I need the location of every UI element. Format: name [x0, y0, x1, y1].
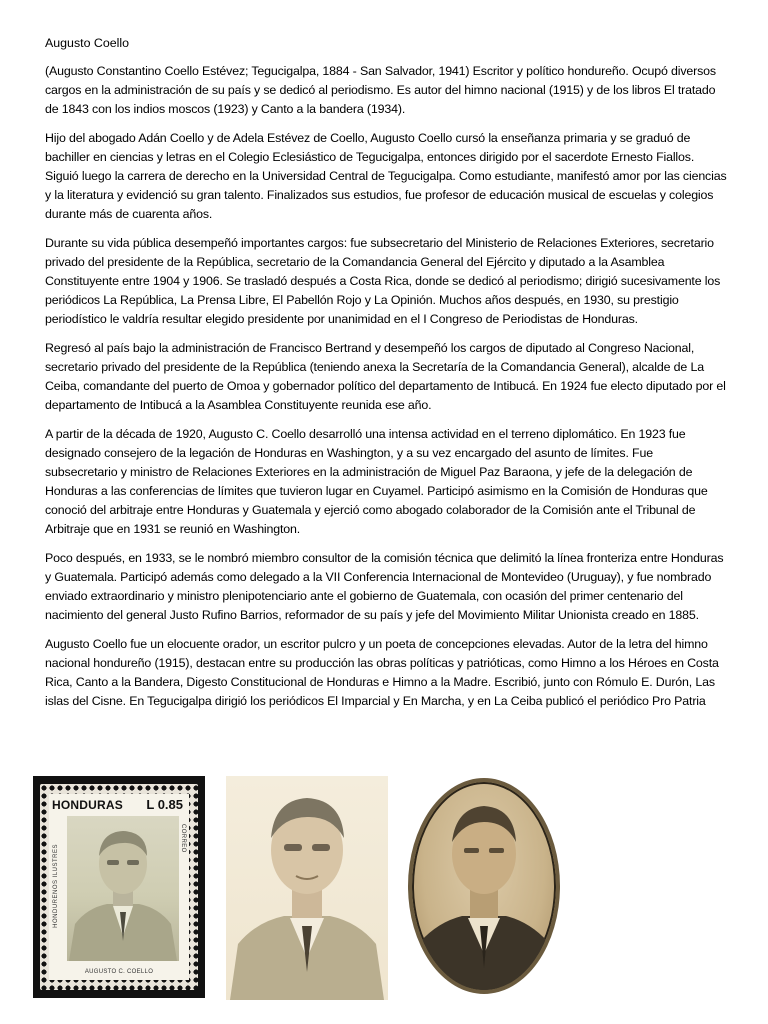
stamp-right-text: CORREO: [180, 824, 186, 853]
stamp-portrait: [67, 816, 179, 961]
paragraph-4: Regresó al país bajo la administración de Francisco Bertrand y desempeñó los cargos de diputado al Congreso Nacional, secretario privado del presidente de la República (teniendo anexa la Secretaría de la Comandancia General), alcalde de La Ceiba, comandante del puerto de Omoa y gobernador político del departamento de Intibucá. En 1924 fue electo diputado por el departamento de Intibucá a la Asamblea Constituyente reunida ese año.: [45, 341, 726, 412]
portrait-figure: [226, 776, 388, 1000]
document-title: Augusto Coello: [45, 36, 130, 50]
stamp-perforation: [40, 784, 198, 990]
paragraph-3: Durante su vida pública desempeñó importantes cargos: fue subsecretario del Ministerio de Relaciones Exteriores, secretario privado del presidente de la República, secretario de la Comandancia General del Ejército y diputado a la Asamblea Constituyente entre 1904 y 1906. Se trasladó después a Costa Rica, donde se dedicó al periodismo; dirigió sucesivamente los periódicos La República, La Prensa Libre, El Pabellón Rojo y La Opinión. Muchos años después, en 1930, su prestigio periodístico le valdría resultar elegido presidente por unanimidad en el I Congreso de Periodistas de Honduras.: [45, 236, 721, 326]
portrait-figure: [67, 816, 179, 961]
oval-portrait-image: [406, 776, 564, 998]
paragraph-2: Hijo del abogado Adán Coello y de Adela Estévez de Coello, Augusto Coello cursó la enseñanza primaria y se graduó de bachiller en ciencias y letras en el Colegio Eclesiástico de Tegucigalpa, entonces dirigido por el sacerdote Ernesto Fiallos. Siguió luego la carrera de derecho en la Universidad Central de Tegucigalpa. Como estudiante, manifestó amor por las ciencias y la literatura y evidenció su gran talento. Finalizados sus estudios, fue profesor de educación musical de escuelas y colegios durante más de cuarenta años.: [45, 131, 727, 221]
postage-stamp-image: [33, 776, 205, 998]
stamp-value: L 0.85: [146, 797, 183, 812]
paragraph-6: Poco después, en 1933, se le nombró miembro consultor de la comisión técnica que delimitó la línea fronteriza entre Honduras y Guatemala. Participó además como delegado a la VII Conferencia Internacional de Montevideo (Uruguay), y fue nombrado enviado extraordinario y ministro plenipotenciario ante el gobierno de Guatemala, con ocasión del primer centenario del nacimiento del general Justo Rufino Barrios, reformador de su país y jefe del Movimiento Militar Unionista creado en 1885.: [45, 551, 724, 622]
paragraph-7: Augusto Coello fue un elocuente orador, un escritor pulcro y un poeta de concepciones elevadas. Autor de la letra del himno nacional hondureño (1915), destacan entre su producción las obras políticas y patrióticas, como Himno a los Héroes en Costa Rica, Canto a la Bandera, Digesto Constitucional de Honduras e Himno a la Madre. Escribió, junto con Rómulo E. Durón, Las islas del Cisne. En Tegucigalpa dirigió los periódicos El Imparcial y En Marcha, y en La Ceiba publicó el periódico Pro Patria: [45, 637, 719, 708]
portrait-figure: [412, 782, 556, 990]
stamp-side-text: HONDUREÑOS ILUSTRES: [53, 844, 59, 928]
document-body: [45, 34, 728, 721]
image-strip: [0, 776, 768, 1006]
portrait-photo: [226, 776, 388, 1000]
paragraph-5: A partir de la década de 1920, Augusto C. Coello desarrolló una intensa actividad en el terreno diplomático. En 1923 fue designado consejero de la legación de Honduras en Washington, y a su vez encargado del asunto de límites. Fue subsecretario y ministro de Relaciones Exteriores en la administración de Miguel Paz Baraona, y jefe de la delegación de Honduras a las conferencias de límites que tuvieron lugar en Cuyamel. Participó asimismo en la Comisión de Honduras que conoció del arbitraje entre Honduras y Guatemala y ejerció como abogado colaborador de la Comisión ante el Tribunal de Arbitraje que en 1931 se reunió en Washington.: [45, 427, 708, 536]
oval-frame: [408, 778, 560, 994]
stamp-caption: AUGUSTO C. COELLO: [84, 969, 154, 975]
stamp-face: [49, 794, 189, 980]
stamp-country: HONDURAS: [52, 798, 123, 812]
paragraph-1: (Augusto Constantino Coello Estévez; Tegucigalpa, 1884 - San Salvador, 1941) Escritor y político hondureño. Ocupó diversos cargos en la administración de su país y se dedicó al periodismo. Es autor del himno nacional (1915) y de los libros El tratado de 1843 con los indios moscos (1923) y Canto a la bandera (1934).: [45, 64, 716, 116]
